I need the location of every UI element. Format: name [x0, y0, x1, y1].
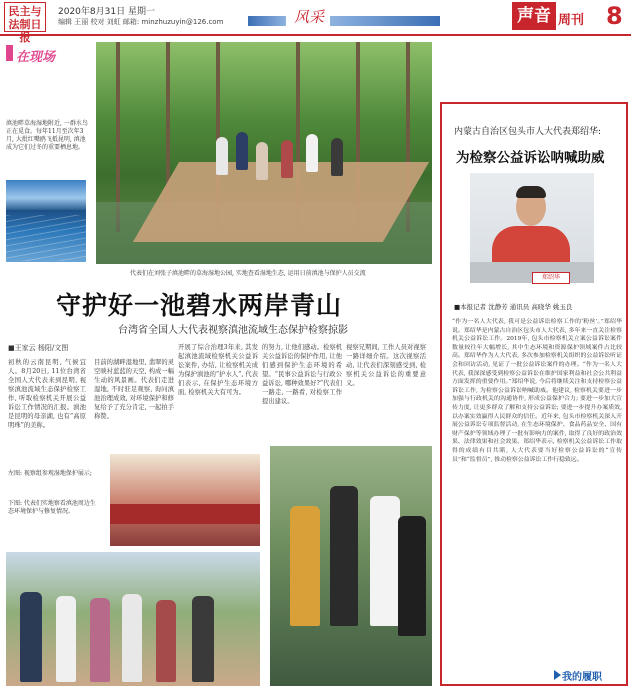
delegates-walking-photo [6, 552, 260, 686]
article-column-5: 视察兄期间, 工作人员对视察一路详细介绍。这次视察活动, 让代表们深刻感受到, 检察机关公益诉讼的重要意义。 [346, 344, 426, 387]
delegate-figure [281, 140, 293, 178]
conference-table [110, 504, 260, 524]
column-footer-title: 我的履职 [562, 672, 602, 683]
delegate-figure [306, 134, 318, 172]
name-card: 郑绍华 [532, 272, 570, 284]
weekly-title: 声音 [512, 2, 556, 30]
main-photo-caption: 代表们在刘张子滇池畔的草海湿地公园, 实地查看湿地生态, 运用日前滇池与保护人员交流 [130, 270, 366, 277]
article-column-2: 目前的湖畔湿地里, 翡翠的灵空映衬蓝蓝的天空, 构成一幅生动的风景画。代表们走进湿地, 不时驻足观察, 询问滇池治理成效, 对环境保护和修复给予了充分肯定, 一起拍手称赞。 [94, 359, 174, 420]
delegate-figure [331, 138, 343, 176]
article-subhead: 台湾省全国人大代表视察滇池流域生态保护检察掠影 [118, 325, 348, 336]
delegate-figure [330, 486, 358, 626]
water-ripples [6, 215, 86, 261]
delegate-figure [90, 598, 110, 682]
lake-skyline-photo [6, 180, 86, 210]
delegate-figure [370, 496, 400, 626]
interview-byline: ■本报记者 沈静芳 通讯员 高晓华 姚玉良 [454, 303, 573, 311]
scene-marker [6, 45, 13, 61]
weekly-label: 周刊 [558, 13, 585, 28]
walk-photo-caption: 下图: 代表们实地察看滇池周边生态环境保护与修复情况。 [8, 500, 96, 515]
delegate-figure [192, 596, 214, 682]
article-column-1: 初秋的云南昆明, 气候宜人。8月20日, 11位台湾省全国人大代表来到昆明, 视察滇池流域生态保护检察工作, 听取检察机关开展公益诉讼工作情况的汇报。滇池是昆明的母亲湖, 也有“高原明珠”的美称。 [8, 359, 86, 429]
meeting-photo [110, 454, 260, 546]
meeting-photo-caption: 左图: 视察组参观湿地保护展示; [8, 470, 92, 477]
delegates-group-photo [270, 446, 432, 686]
article-headline: 守护好一池碧水两岸青山 [56, 291, 343, 320]
delegate-figure [56, 596, 76, 682]
page-number: 8 [606, 2, 623, 30]
wetland-boardwalk-photo [96, 42, 432, 264]
issue-date: 2020年8月31日 星期一 [58, 7, 155, 17]
section-ribbon-left [248, 16, 286, 26]
delegate-figure [156, 600, 176, 682]
delegate-figure [20, 592, 42, 682]
interview-title: 为检察公益诉讼呐喊助威 [456, 150, 605, 166]
scene-title: 在现场 [16, 50, 56, 65]
delegate-figure [236, 132, 248, 170]
section-title: 风采 [294, 8, 325, 26]
delegate-figure [290, 506, 320, 626]
section-ribbon-right [330, 16, 440, 26]
article-column-3: 开展了综合治理3年来, 其发起滇池流域检察机关公益诉讼案件, 办结, 让检察机关成为保护滇池的“护水人”, 代表们表示, 在保护生态环境方面, 检察机关大有可为。 [178, 344, 258, 396]
delegate-figure [122, 594, 142, 682]
article-column-4: 的努力, 让他们感动。检察机关公益诉讼的保护作用, 让他们感到保护生态环境的希望。“民事公益诉讼与行政公益诉讼, 哪种效果好?”代表们一路走, 一路看, 对检察工作提出建议。 [262, 344, 342, 405]
portrait-hair [516, 186, 546, 198]
delegate-figure [398, 516, 426, 636]
arrow-right-icon [554, 670, 561, 680]
bird-photo-caption: 滇池畔草海湿地附近, 一群水鸟正在觅食。每年11月至次年3月, 大批红嘴鸥飞抵昆明, 滇池成为它们过冬的重要栖息地。 [6, 120, 88, 151]
editor-credits: 编辑 王丽 校对 刘虹 邮箱: minzhuzuyin@126.com [58, 18, 224, 26]
delegate-figure [256, 142, 268, 180]
interview-kicker: 内蒙古自治区包头市人大代表郑绍华: [454, 127, 602, 137]
article-byline: ■王家云 杨阳/文图 [8, 344, 69, 352]
newspaper-logo: 民主与法制日报 [4, 2, 46, 32]
delegate-figure [216, 137, 228, 175]
interview-body: “作为一名人大代表, 我可是公益诉讼检察工作的‘粉丝’。”郑绍华说。郑绍华是内蒙古自治区包头市人大代表, 多年来一直关注检察机关公益诉讼工作。2019年, 包头市检察机关立案公益诉讼案件数量较往年大幅增长, 其中生态环境和资源保护领域案件占比较高。郑绍华作为人大代表, 多次参加检察机关组织的公益诉讼听证会和回访活动, 见证了一批公益诉讼案件的办理。“作为一名人大代表, 我深深感受到检察公益诉讼在维护国家利益和社会公共利益方面发挥的重要作用。”郑绍华说, 今后将继续关注和支持检察公益诉讼工作, 为检察公益诉讼呐喊助威。他建议, 检察机关要进一步加强与行政机关的沟通协作, 形成公益保护合力; 要进一步加大宣传力度, 让更多群众了解和支持公益诉讼; 要进一步提升办案质效, 以办案实效赢得人民群众的信任。近年来, 包头市检察机关深入开展公益诉讼专项监督活动, 在生态环境保护、食品药品安全、国有财产保护等领域办理了一批有影响力的案件, 取得了良好的政治效果、法律效果和社会效果。郑绍华表示, 检察机关公益诉讼工作取得的成绩有目共睹, 人大代表要当好检察公益诉讼的“宣传员”和“监督员”, 推动检察公益诉讼工作行稳致远。 [452, 319, 622, 463]
